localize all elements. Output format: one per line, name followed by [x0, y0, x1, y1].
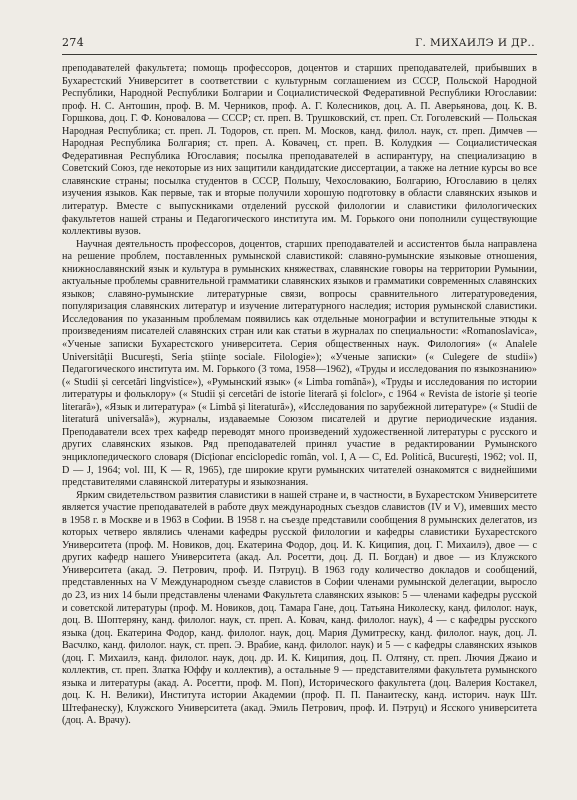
page-number: 274: [62, 36, 85, 49]
paragraph: Научная деятельность профессоров, доцентов, старших преподавателей и ассистентов была направлена на решение проблем, поставленных румынской славистикой: славяно-румынские языковые отношения, книжнославянский язык и культура в румынских княжествах, славянские говоры на территории Румынии, актуальные проблемы сравнительной грамматики славянских языков и грамматики современных славянских языков; славяно-румынские литературные связи, вопросы сравнительного литературоведения, популяризация славянских литератур и изучение литературного наследия; история румынской славистики. Исследования по указанным проблемам появились как отдельные монографии и вступительные этюды к произведениям писателей славянских стран или как статьи в журналах по специальности: «Romanoslavica», «Ученые записки Бухарестского университета. Серия общественных наук. Филология» (« Analele Universității București, Seria științe sociale. Filologie»); «Ученые записки» (« Culegere de studii») Педагогического института им. М. Горького (3 тома, 1958—1962), «Труды и исследования по языкознанию» (« Studii și cercetări lingvistice»), «Румынский язык» (« Limba română»), «Труды и исследования по истории литературы и фольклору» (« Studii și cercetări de istorie literară și folclor», с 1964 « Revista de istorie și teorie literară»), «Язык и литература» (« Limbă și literatură»), «Исследования по зарубежной литературе» (« Studii de literatură universală»), журналы, издаваемые Союзом писателей и другие периодические издания. Преподаватели всех трех кафедр переводят много произведений художественной литературы с русского и других славянских языков. Ряд преподавателей принял участие в редактировании Румынского энциклопедического словаря (Dicționar enciclopedic român, vol. I, A — C, Ed. Politică, București, 1962; vol. II, D — J, 1964; vol. III, K — R, 1965), где широкие круги румынских читателей ознакомятся с виднейшими представителями славянской литературы и языкознания.: [62, 238, 537, 489]
running-title: Г. МИХАИЛЭ И ДР..: [415, 37, 535, 49]
body-text: [62, 63, 537, 728]
running-header: [62, 36, 537, 55]
paragraph: преподавателей факультета; помощь профессоров, доцентов и старших преподавателей, прибывших в Бухарестский Университет в соответствии с культурным соглашением из СССР, Польской Народной Республики, Народной Республики Болгарии и Социалистической Федеративной Республики Югославии: проф. Н. С. Антошин, проф. В. М. Черников, проф. А. Г. Колесников, доц. А. П. Аверьянова, доц. К. В. Горшкова, доц. Г. Ф. Коновалова — СССР; ст. преп. В. Трушковский, ст. преп. Ст. Гоголевский — Польская Народная Республика; ст. преп. Л. Тодоров, ст. преп. М. Москов, канд. филол. наук, ст. преп. Димчев — Народная Республика Болгария; ст. преп. А. Ковачец, ст. преп. В. Колудкия — Социалистическая Федеративная Республика Югославия; посылка преподавателей в аспирантуру, на специализацию в Советский Союз, где некоторые из них защитили кандидатские диссертации, а также на летние курсы во все славянские страны; посылка студентов в СССР, Польшу, Чехословакию, Болгарию, Югославию в целях изучения языков. Как первые, так и вторые получили хорошую подготовку в области славянских языков и литератур. Вместе с выпускниками отделений русской филологии и славистики филологических факультетов нашей страны и Педагогического института им. М. Горького они пополнили существующие коллективы вузов.: [62, 63, 537, 238]
paragraph: Ярким свидетельством развития славистики в нашей стране и, в частности, в Бухарестском Университете является участие преподавателей в работе двух международных съездов славистов (IV и V), имевших место в 1958 г. в Москве и в 1963 в Софии. В 1958 г. на съезде представили сообщения 8 румынских делегатов, из которых четверо являлись членами кафедры русской филологии и кафедры славистики Бухарестского Университета (проф. М. Новиков, доц. Екатерина Фодор, доц. И. К. Киципия, доц. Г. Михаилэ), двое — с других кафедр нашего Университета (акад. Ал. Росетти, доц. Д. П. Богдан) и двое — из Клужского Университета (акад. Э. Петрович, проф. И. Пэтруц). В 1963 году количество докладов и сообщений, представленных на V Международном съезде славистов в Софии членами румынской делегации, выросло до 23, из них 14 были представлены членами Факультета славянских языков: 5 — членами кафедры русской и советской литературы (проф. М. Новиков, доц. Тамара Гане, доц. Татьяна Николеску, канд. филолог. наук, доц. В. Шоптеряну, канд. филолог. наук, ст. преп. А. Ковач, канд. филолог. наук), 4 — с кафедры русского языка (доц. Екатерина Фодор, канд. филолог. наук, доц. Мария Думитреску, канд. филолог. наук, доц. Л. Васчлко, канд. филолог. наук, ст. преп. Э. Врабие, канд. филолог. наук) и 5 — с кафедры славянских языков (доц. Г. Михаилэ, канд. филолог. наук, доц. др. И. К. Киципия, доц. П. Олтяну, ст. преп. Лючия Джаио и коллектив, ст. преп. Златка Юффу и коллектив), а остальные 9 — представителями факультета румынского языка и литературы (акад. А. Росетти, проф. М. Поп), Исторического факультета (доц. Валерия Костакел, доц. К. Н. Велики), Института истории Академии (проф. П. П. Панаитеску, канд. историч. наук Шт. Штефанеску), Клужского Университета (акад. Эмиль Петрович, проф. И. Пэтруц) и Ясского университета (доц. А. Врачу).: [62, 489, 537, 727]
